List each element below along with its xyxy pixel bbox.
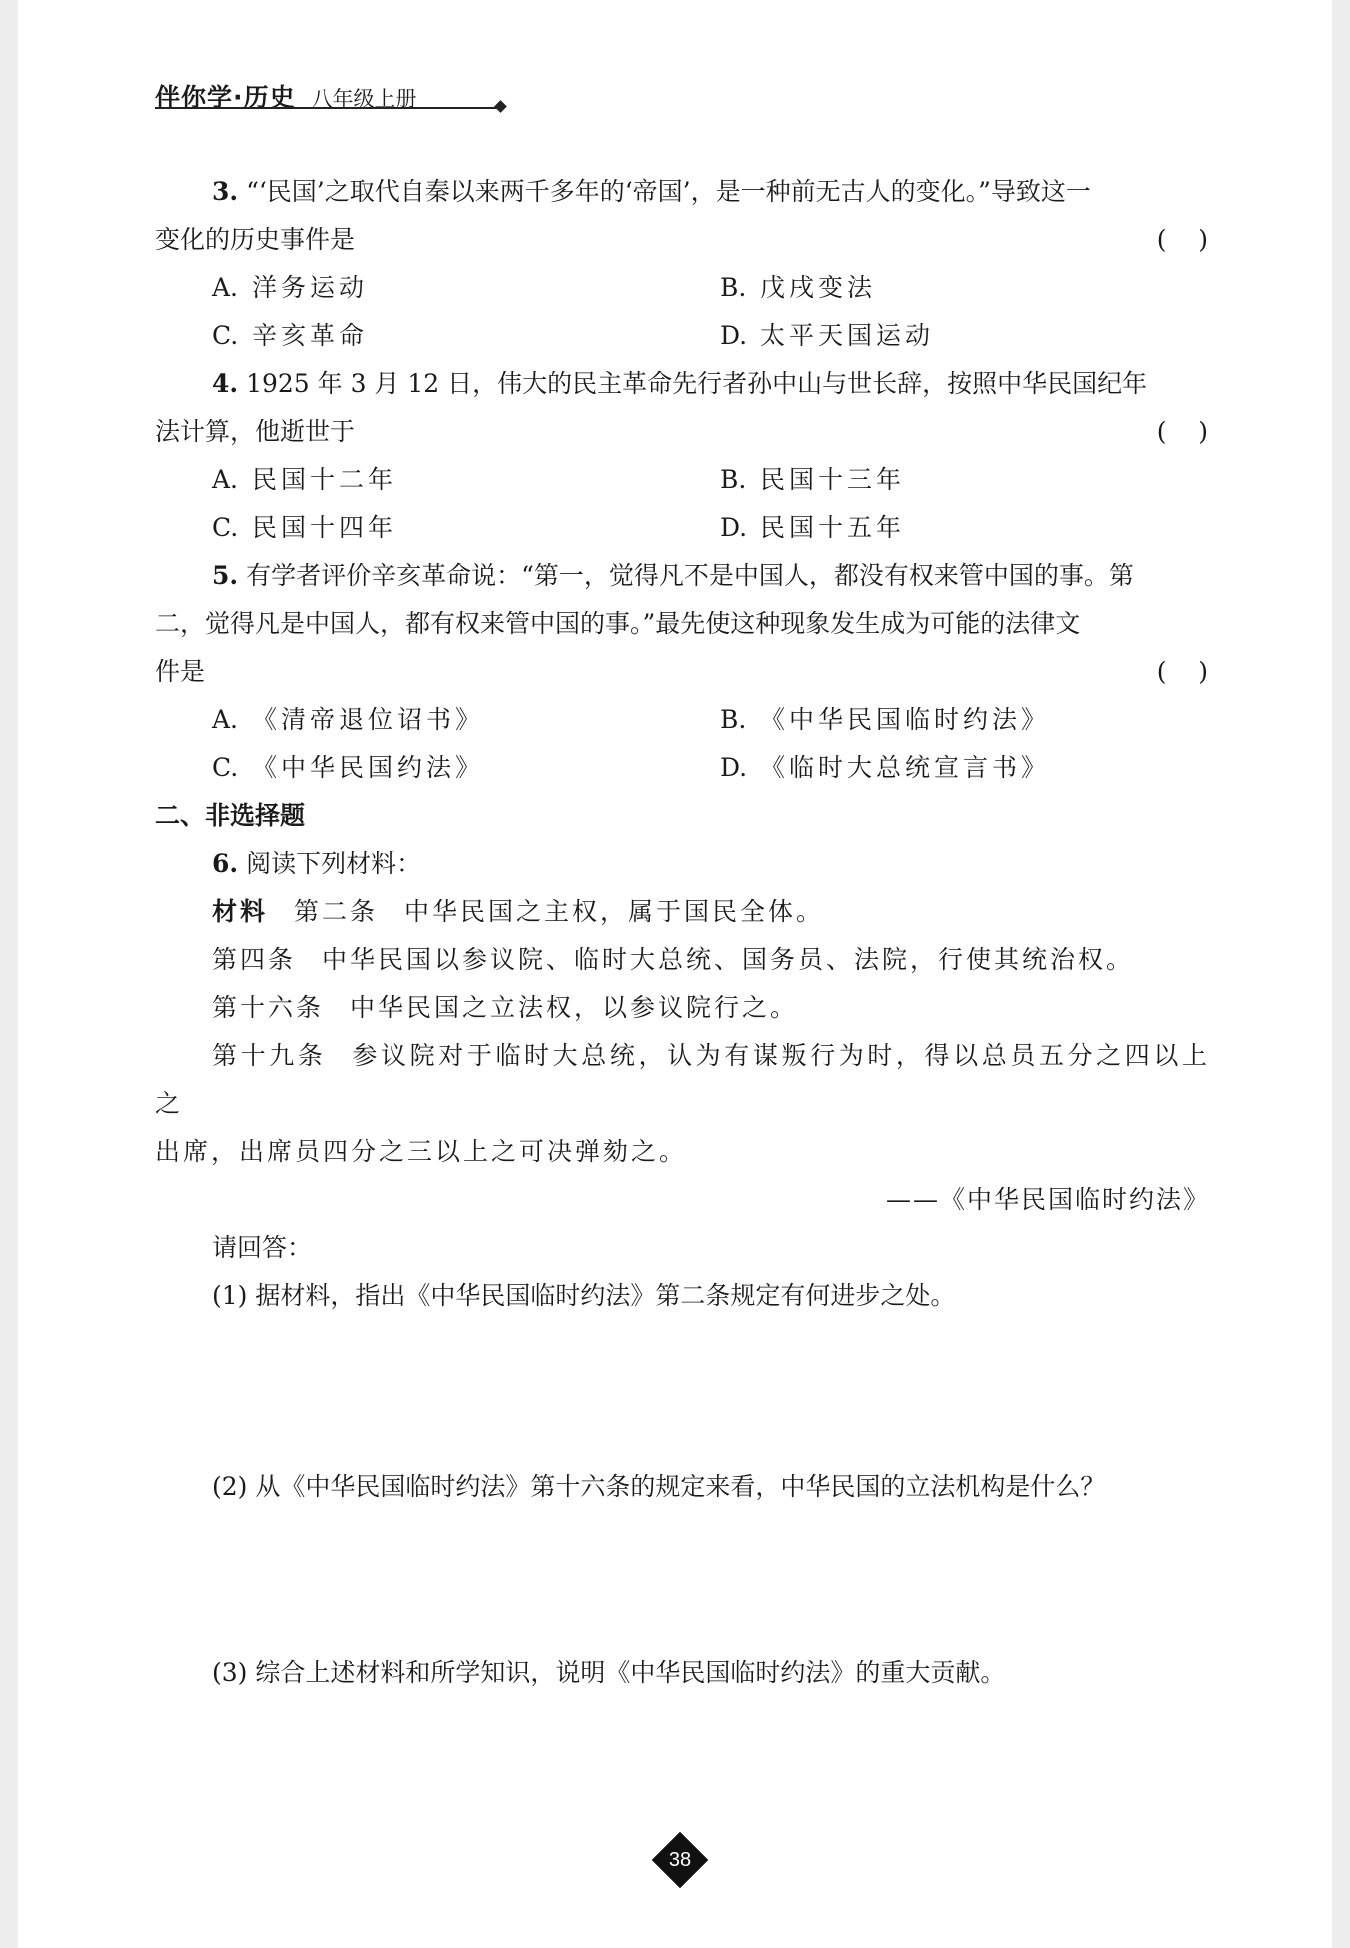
material-article — [155, 888, 1210, 936]
subquestion-2: (2) 从《中华民国临时约法》第十六条的规定来看，中华民国的立法机构是什么？ — [212, 1472, 1106, 1501]
question-number: 6. — [212, 849, 239, 878]
question-stem — [155, 168, 1210, 216]
grade-label: 八年级上册 — [311, 87, 417, 111]
question-text-line1: 1925 年 3 月 12 日，伟大的民主革命先行者孙中山与世长辞，按照中华民国纪年 — [246, 369, 1148, 398]
answer-prompt: 请回答： — [212, 1233, 313, 1262]
option-text: 洋务运动 — [252, 273, 369, 302]
article-number: 第四条 — [212, 945, 297, 974]
article-text: 中华民国以参议院、临时大总统、国务员、法院，行使其统治权。 — [322, 945, 1135, 974]
material-article — [155, 936, 1210, 984]
article-number: 第十九条 — [212, 1041, 327, 1070]
subquestion-3: (3) 综合上述材料和所学知识，说明《中华民国临时约法》的重大贡献。 — [212, 1658, 1006, 1687]
answer-bracket[interactable]: ( ) — [1156, 657, 1208, 686]
page-edge-left — [0, 0, 18, 1948]
option-text: 民国十四年 — [252, 513, 398, 542]
option-text: 《临时大总统宣言书》 — [760, 753, 1051, 782]
option-b[interactable] — [720, 696, 1210, 744]
question-text-line3: 件是 — [155, 657, 206, 686]
question-text-line1: 有学者评价辛亥革命说：“第一，觉得凡不是中国人，都没有权来管中国的事。第 — [246, 561, 1134, 590]
option-b[interactable] — [720, 264, 1210, 312]
option-label: D. — [720, 513, 748, 542]
material-label: 材料 — [212, 897, 269, 926]
option-label: B. — [720, 465, 747, 494]
question-text-line2: 变化的历史事件是 — [155, 225, 356, 254]
article-text-continued: 出席，出席员四分之三以上之可决弹劾之。 — [155, 1137, 688, 1166]
material-block — [155, 888, 1210, 1224]
page-content — [155, 168, 1210, 1697]
option-text: 民国十二年 — [252, 465, 398, 494]
option-label: B. — [720, 705, 747, 734]
option-text: 《中华民国临时约法》 — [760, 705, 1051, 734]
material-article — [155, 1032, 1210, 1128]
option-text: 《清帝退位诏书》 — [252, 705, 485, 734]
question-number: 3. — [212, 177, 239, 206]
option-label: A. — [212, 705, 239, 734]
page-number-badge — [652, 1832, 708, 1888]
answer-bracket[interactable]: ( ) — [1156, 225, 1208, 254]
question-number: 5. — [212, 561, 239, 590]
question-text-line1: “‘民国’之取代自秦以来两千多年的‘帝国’，是一种前无古人的变化。”导致这一 — [246, 177, 1091, 206]
answer-bracket[interactable]: ( ) — [1156, 417, 1208, 446]
option-label: C. — [212, 513, 239, 542]
article-text: 参议院对于临时大总统，认为有谋叛行为时，得以总员五分之四以上之 — [155, 1041, 1210, 1118]
question-text-line2: 二，觉得凡是中国人，都有权来管中国的事。”最先使这种现象发生成为可能的法律文 — [155, 609, 1081, 638]
section-title: 二、非选择题 — [155, 801, 306, 830]
article-number: 第十六条 — [212, 993, 325, 1022]
header-rule — [155, 107, 500, 109]
option-a[interactable] — [212, 264, 720, 312]
option-label: D. — [720, 753, 748, 782]
option-c[interactable] — [212, 312, 720, 360]
question-stem — [155, 840, 1210, 888]
question-stem — [155, 360, 1210, 408]
article-text: 中华民国之立法权，以参议院行之。 — [350, 993, 799, 1022]
book-title: 伴你学·历史 — [155, 83, 296, 112]
option-b[interactable] — [720, 456, 1210, 504]
option-label: C. — [212, 321, 239, 350]
option-a[interactable] — [212, 456, 720, 504]
option-label: C. — [212, 753, 239, 782]
option-text: 戊戌变法 — [760, 273, 877, 302]
option-text: 民国十三年 — [760, 465, 906, 494]
question-3 — [155, 168, 1210, 360]
material-article — [155, 984, 1210, 1032]
option-label: B. — [720, 273, 747, 302]
option-d[interactable] — [720, 504, 1210, 552]
question-text-line2: 法计算，他逝世于 — [155, 417, 356, 446]
option-c[interactable] — [212, 504, 720, 552]
option-text: 《中华民国约法》 — [252, 753, 485, 782]
answer-space[interactable] — [155, 1511, 1210, 1649]
question-prompt: 阅读下列材料： — [246, 849, 422, 878]
question-stem-end — [155, 648, 1210, 696]
article-text: 中华民国之主权，属于国民全体。 — [404, 897, 825, 926]
question-stem-end — [155, 408, 1210, 456]
options — [155, 456, 1210, 552]
option-text: 太平天国运动 — [760, 321, 935, 350]
option-d[interactable] — [720, 312, 1210, 360]
question-number: 4. — [212, 369, 239, 398]
question-stem — [155, 552, 1210, 600]
answer-space[interactable] — [155, 1320, 1210, 1463]
page-number: 38 — [668, 1849, 692, 1871]
option-c[interactable] — [212, 744, 720, 792]
question-5 — [155, 552, 1210, 792]
page-edge-right — [1332, 0, 1350, 1948]
option-d[interactable] — [720, 744, 1210, 792]
option-text: 民国十五年 — [760, 513, 906, 542]
header-diamond-icon — [494, 100, 507, 113]
question-4 — [155, 360, 1210, 552]
question-6 — [155, 840, 1210, 1697]
option-a[interactable] — [212, 696, 720, 744]
options — [155, 696, 1210, 792]
option-text: 辛亥革命 — [252, 321, 369, 350]
material-source: ——《中华民国临时约法》 — [885, 1185, 1210, 1214]
option-label: A. — [212, 465, 239, 494]
subquestion-1: (1) 据材料，指出《中华民国临时约法》第二条规定有何进步之处。 — [212, 1281, 956, 1310]
question-stem-end — [155, 216, 1210, 264]
option-label: D. — [720, 321, 748, 350]
article-number: 第二条 — [294, 897, 379, 926]
options — [155, 264, 1210, 360]
option-label: A. — [212, 273, 239, 302]
